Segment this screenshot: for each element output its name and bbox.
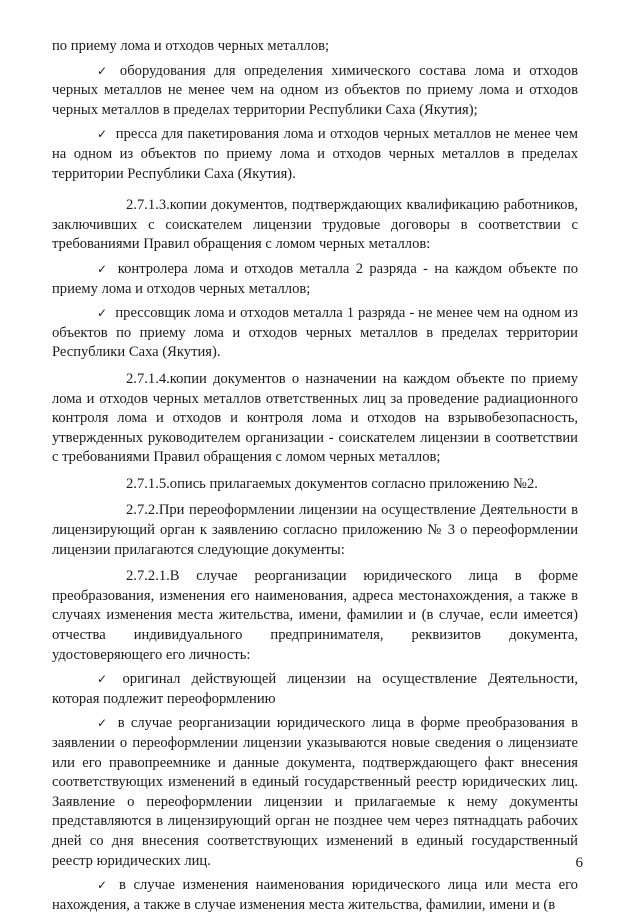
paragraph-text: по приему лома и отходов черных металлов; [52, 38, 330, 54]
bullet-text: в случае изменения наименования юридического лица или места его нахождения, а также в случае изменения места жительства, фамилии, имени и (в [52, 877, 578, 913]
section-text: опись прилагаемых документов согласно приложению №2. [169, 475, 538, 492]
section-number: 2.7.1.5. [126, 475, 170, 492]
section-2-7-2 [52, 501, 578, 560]
bullet-text: пресса для пакетирования лома и отходов черных металлов не менее чем на одном из объектов по приему лома и отходов черных металлов в пределах территории Республики Саха (Якутия). [52, 126, 578, 182]
check-icon: ✓ [97, 878, 112, 893]
paragraph-continuation [52, 37, 578, 57]
check-icon: ✓ [97, 306, 108, 321]
check-icon: ✓ [97, 716, 110, 731]
section-2-7-1-5 [52, 475, 578, 495]
section-number: 2.7.2. [126, 502, 159, 519]
section-number: 2.7.2.1. [126, 568, 170, 585]
section-2-7-1-4 [52, 370, 578, 468]
section-text: копии документов, подтверждающих квалификацию работников, заключивших с соискателем лицензии трудовые договоры в соответствии с требованиями Правил обращения с ломом черных металлов: [52, 197, 578, 253]
page-number: 6 [575, 855, 583, 871]
bullet-item [52, 876, 578, 915]
bullet-item [52, 714, 578, 871]
section-text: При переоформлении лицензии на осуществление Деятельности в лицензирующий орган к заявлению согласно приложению № 3 о переоформлении лицензии прилагаются следующие документы: [52, 502, 578, 558]
bullet-text: оригинал действующей лицензии на осуществление Деятельности, которая подлежит переоформлению [52, 671, 578, 707]
check-icon: ✓ [97, 63, 112, 78]
document-body [52, 37, 578, 915]
bullet-item [52, 670, 578, 709]
section-2-7-1-3 [52, 196, 578, 255]
bullet-text: оборудования для определения химического состава лома и отходов черных металлов не менее чем на одном из объектов по приему лома и отходов черных металлов в пределах территории Республики Саха (Якутия); [52, 62, 578, 118]
bullet-item [52, 304, 578, 363]
section-number: 2.7.1.4. [126, 370, 170, 387]
bullet-text: прессовщик лома и отходов металла 1 разряда - не менее чем на одном из объектов по приему лома и отходов черных металлов в пределах территории Республики Саха (Якутия). [52, 305, 578, 361]
bullet-item [52, 260, 578, 299]
section-text: копии документов о назначении на каждом объекте по приему лома и отходов черных металлов ответственных лиц за проведение радиационного контроля лома и отходов и контроля лома и отходов на взрывобезопасность, утвержденных руководителем организации - соискателем лицензии в соответствии с требованиями Правил обращения с ломом черных металлов; [52, 370, 578, 466]
bullet-item [52, 62, 578, 121]
section-number: 2.7.1.3. [126, 197, 170, 214]
check-icon: ✓ [97, 672, 115, 687]
section-2-7-2-1 [52, 567, 578, 665]
check-icon: ✓ [97, 261, 110, 276]
section-text: В случае реорганизации юридического лица в форме преобразования, изменения его наименования, адреса местонахождения, а также в случаях изменения места жительства, имени, фамилии и (в случае, если имеется) отчества индивидуального предпринимателя, реквизитов документа, удостоверяющего его личность: [52, 568, 578, 663]
bullet-item [52, 125, 578, 184]
check-icon: ✓ [97, 127, 108, 142]
bullet-text: в случае реорганизации юридического лица в форме преобразования в заявлении о переоформлении лицензии указываются новые сведения о лицензиате или его правопреемнике и данные документа, подтверждающего факт внесения соответствующих изменений в единый государственный реестр юридических лиц. Заявление о переоформлении лицензии и прилагаемые к нему документы представляются в лицензирующий орган не позднее чем через пятнадцать рабочих дней со дня внесения соответствующих изменений в единый государственный реестр юридических лиц. [52, 715, 578, 869]
bullet-text: контролера лома и отходов металла 2 разряда - на каждом объекте по приему лома и отходов черных металлов; [52, 260, 578, 297]
